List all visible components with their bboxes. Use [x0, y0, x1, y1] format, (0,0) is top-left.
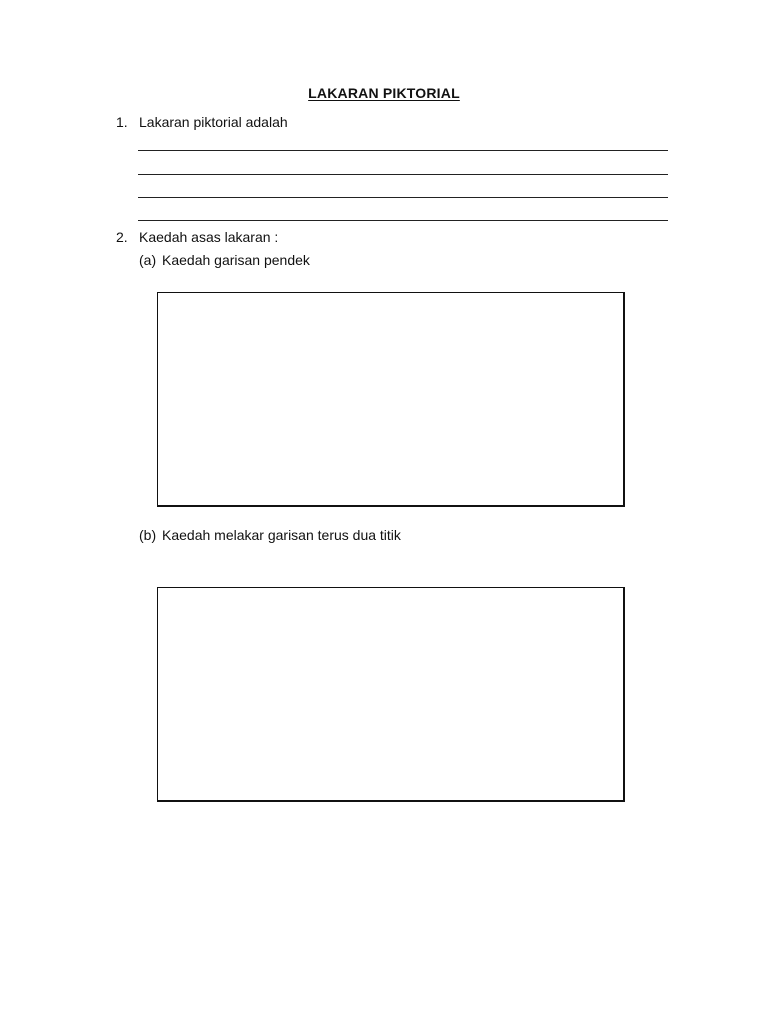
part-b-text: Kaedah melakar garisan terus dua titik — [162, 527, 401, 543]
part-a-text: Kaedah garisan pendek — [162, 252, 310, 268]
question-2-number: 2. — [116, 229, 128, 245]
answer-line-4 — [138, 220, 668, 221]
sketch-box-b — [157, 587, 625, 802]
page-title: LAKARAN PIKTORIAL — [308, 85, 460, 101]
part-a-label: (a) — [139, 252, 157, 268]
answer-line-3 — [138, 197, 668, 198]
part-b-label: (b) — [139, 527, 157, 543]
question-1-number: 1. — [116, 114, 128, 130]
answer-line-2 — [138, 174, 668, 175]
answer-line-1 — [138, 150, 668, 151]
question-1-text: Lakaran piktorial adalah — [139, 114, 288, 130]
sketch-box-a — [157, 292, 625, 507]
question-2-text: Kaedah asas lakaran : — [139, 229, 279, 245]
